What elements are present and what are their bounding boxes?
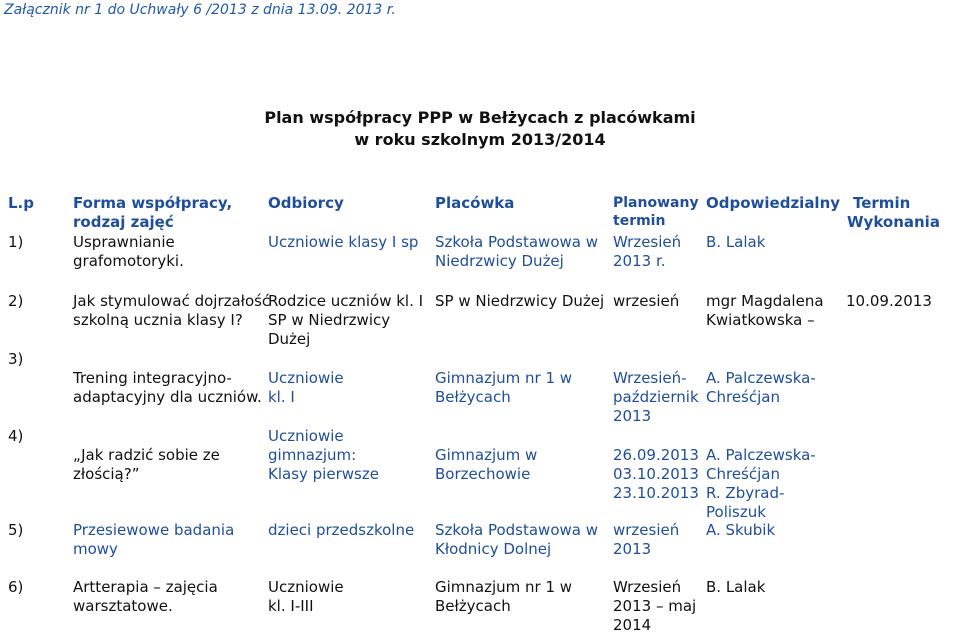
placowka-line: Gimnazjum nr 1 w bbox=[435, 578, 573, 596]
odbiorcy-line: Uczniowie bbox=[268, 369, 344, 387]
attachment-header: Załącznik nr 1 do Uchwały 6 /2013 z dnia 13.09. 2013 r. bbox=[4, 2, 396, 18]
row-number: 1) bbox=[8, 233, 24, 251]
placowka-line: Gimnazjum nr 1 w bbox=[435, 369, 573, 387]
forma-line: „Jak radzić sobie ze bbox=[73, 446, 220, 464]
termin-line: wrzesień bbox=[613, 292, 680, 310]
odbiorcy-line: Rodzice uczniów kl. I bbox=[268, 292, 424, 310]
termin-line: 26.09.2013 bbox=[613, 446, 699, 464]
placowka-line: SP w Niedrzwicy Dużej bbox=[435, 292, 605, 310]
header-odbiorcy: Odbiorcy bbox=[268, 194, 344, 212]
forma-line: grafomotoryki. bbox=[73, 252, 184, 270]
odbiorcy-line: Klasy pierwsze bbox=[268, 465, 379, 483]
forma-line: Trening integracyjno- bbox=[73, 369, 232, 387]
header-placowka: Placówka bbox=[435, 194, 515, 212]
odbiorcy-line: Dużej bbox=[268, 330, 311, 348]
odbiorcy-line: Uczniowie bbox=[268, 427, 344, 445]
page-title-line1: Plan współpracy PPP w Bełżycach z placówkami bbox=[264, 108, 696, 127]
row-number: 4) bbox=[8, 427, 24, 445]
row-number: 6) bbox=[8, 578, 24, 596]
placowka-line: Borzechowie bbox=[435, 465, 531, 483]
page-title-line2: w roku szkolnym 2013/2014 bbox=[354, 130, 606, 149]
forma-line: adaptacyjny dla uczniów. bbox=[73, 388, 262, 406]
forma-line: Usprawnianie bbox=[73, 233, 175, 251]
odpowiedzialny-line: A. Skubik bbox=[706, 521, 776, 539]
placowka-line: Bełżycach bbox=[435, 388, 511, 406]
odpowiedzialny-line: B. Lalak bbox=[706, 233, 766, 251]
row-number: 2) bbox=[8, 292, 24, 310]
row-number: 5) bbox=[8, 521, 24, 539]
odpowiedzialny-line: R. Zbyrad- bbox=[706, 484, 785, 502]
header-forma-line1: Forma współpracy, bbox=[73, 194, 233, 212]
odbiorcy-line: kl. I-III bbox=[268, 597, 314, 615]
placowka-line: Szkoła Podstawowa w bbox=[435, 521, 598, 539]
termin-line: wrzesień bbox=[613, 521, 680, 539]
header-odpowiedzialny: Odpowiedzialny bbox=[706, 194, 841, 212]
row-number: 3) bbox=[8, 350, 24, 368]
wykonania-date: 10.09.2013 bbox=[846, 292, 932, 310]
header-planowany-line2: termin bbox=[613, 213, 666, 229]
odbiorcy-line: Uczniowie bbox=[268, 578, 344, 596]
forma-line: warsztatowe. bbox=[73, 597, 173, 615]
forma-line: Jak stymulować dojrzałość bbox=[73, 292, 271, 310]
termin-line: 03.10.2013 bbox=[613, 465, 699, 483]
forma-line: mowy bbox=[73, 540, 118, 558]
odpowiedzialny-line: Poliszuk bbox=[706, 503, 766, 521]
placowka-line: Szkoła Podstawowa w bbox=[435, 233, 598, 251]
termin-line: Wrzesień- bbox=[613, 369, 687, 387]
odpowiedzialny-line: Chreśćjan bbox=[706, 465, 780, 483]
odbiorcy-line: kl. I bbox=[268, 388, 295, 406]
placowka-line: Bełżycach bbox=[435, 597, 511, 615]
termin-line: 2013 bbox=[613, 540, 652, 558]
forma-line: Przesiewowe badania bbox=[73, 521, 235, 539]
placowka-line: Kłodnicy Dolnej bbox=[435, 540, 552, 558]
termin-line: 2014 bbox=[613, 616, 652, 634]
termin-line: 2013 – maj bbox=[613, 597, 697, 615]
placowka-line: Niedrzwicy Dużej bbox=[435, 252, 564, 270]
odbiorcy-line: Uczniowie klasy I sp bbox=[268, 233, 419, 251]
forma-line: złością?” bbox=[73, 465, 140, 483]
odbiorcy-line: gimnazjum: bbox=[268, 446, 357, 464]
odpowiedzialny-line: A. Palczewska- bbox=[706, 369, 816, 387]
odpowiedzialny-line: A. Palczewska- bbox=[706, 446, 816, 464]
odbiorcy-line: dzieci przedszkolne bbox=[268, 521, 415, 539]
header-planowany-line1: Planowany bbox=[613, 195, 699, 211]
odbiorcy-line: SP w Niedrzwicy bbox=[268, 311, 391, 329]
odpowiedzialny-line: B. Lalak bbox=[706, 578, 766, 596]
termin-line: 2013 bbox=[613, 407, 652, 425]
header-forma-line2: rodzaj zajęć bbox=[73, 213, 174, 231]
odpowiedzialny-line: mgr Magdalena bbox=[706, 292, 824, 310]
odpowiedzialny-line: Kwiatkowska – bbox=[706, 311, 815, 329]
header-termin-line2: Wykonania bbox=[847, 213, 940, 231]
forma-line: Artterapia – zajęcia bbox=[73, 578, 218, 596]
termin-line: Wrzesień bbox=[613, 578, 682, 596]
termin-line: 23.10.2013 bbox=[613, 484, 699, 502]
placowka-line: Gimnazjum w bbox=[435, 446, 538, 464]
odpowiedzialny-line: Chreśćjan bbox=[706, 388, 780, 406]
header-termin-line1: Termin bbox=[853, 194, 911, 212]
termin-line: październik bbox=[613, 388, 699, 406]
termin-line: Wrzesień bbox=[613, 233, 682, 251]
forma-line: szkolną ucznia klasy I? bbox=[73, 311, 243, 329]
header-lp: L.p bbox=[8, 194, 34, 212]
termin-line: 2013 r. bbox=[613, 252, 666, 270]
